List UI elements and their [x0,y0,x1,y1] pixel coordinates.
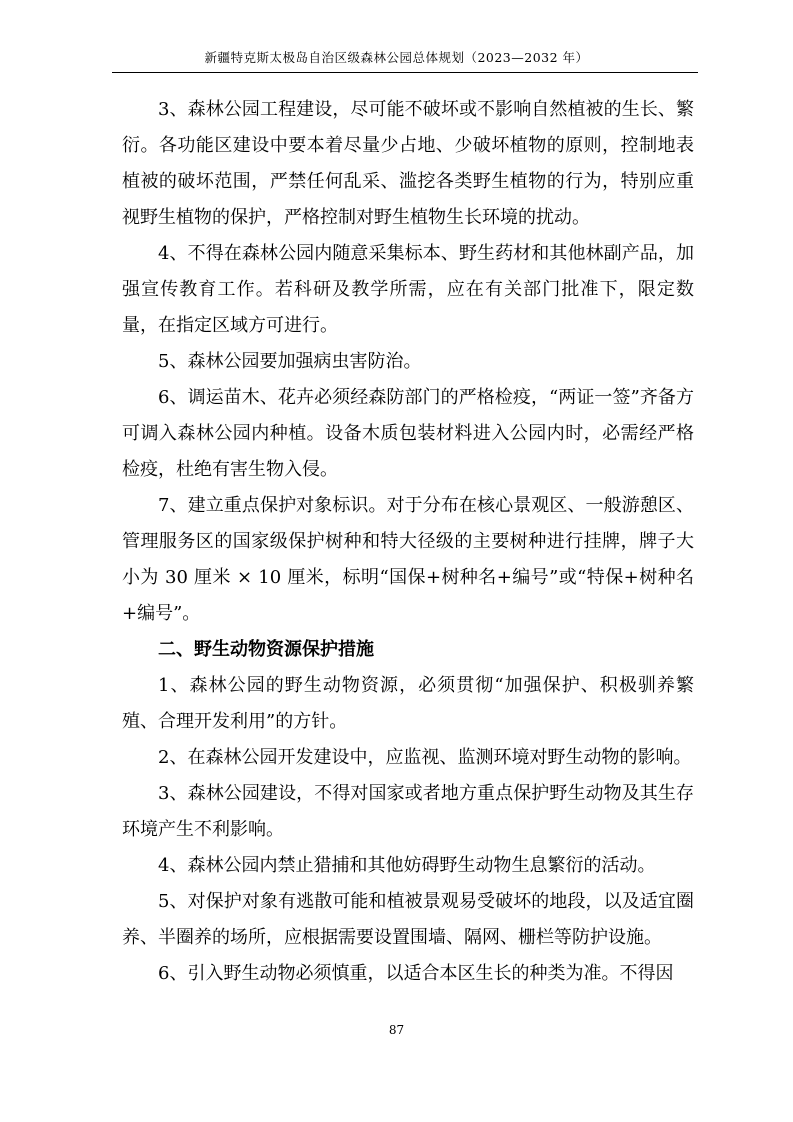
paragraph: 5、对保护对象有逃散可能和植被景观易受破坏的地段，以及适宜圈养、半圈养的场所，应根据需要设置围墙、隔网、栅栏等防护设施。 [122,891,694,948]
paragraph: 1、森林公园的野生动物资源，必须贯彻“加强保护、积极驯养繁殖、合理开发利用”的方针。 [122,675,694,732]
header-rule [112,72,698,73]
document-body [122,92,694,992]
section-heading: 二、野生动物资源保护措施 [158,639,374,660]
paragraph: 4、森林公园内禁止猎捕和其他妨碍野生动物生息繁衍的活动。 [158,855,656,876]
paragraph: 3、森林公园建设，不得对国家或者地方重点保护野生动物及其生存环境产生不利影响。 [122,783,694,840]
paragraph: 4、不得在森林公园内随意采集标本、野生药材和其他林副产品，加强宣传教育工作。若科研及教学所需，应在有关部门批准下，限定数量，在指定区域方可进行。 [122,243,694,336]
paragraph: 7、建立重点保护对象标识。对于分布在核心景观区、一般游憩区、管理服务区的国家级保护树种和特大径级的主要树种进行挂牌，牌子大小为 30 厘米 × 10 厘米，标明“国保+树种名+编号”或“特保+树种名+编号”。 [122,495,694,624]
paragraph: 3、森林公园工程建设，尽可能不破坏或不影响自然植被的生长、繁衍。各功能区建设中要本着尽量少占地、少破坏植物的原则，控制地表植被的破坏范围，严禁任何乱采、滥挖各类野生植物的行为，特别应重视野生植物的保护，严格控制对野生植物生长环境的扰动。 [122,99,694,228]
page-number: 87 [388,1023,405,1037]
paragraph: 5、森林公园要加强病虫害防治。 [158,351,422,372]
running-header: 新疆特克斯太极岛自治区级森林公园总体规划（2023—2032 年） [204,50,589,65]
paragraph: 6、调运苗木、花卉必须经森防部门的严格检疫，“两证一签”齐备方可调入森林公园内种植。设备木质包装材料进入公园内时，必需经严格检疫，杜绝有害生物入侵。 [122,387,694,480]
paragraph: 2、在森林公园开发建设中，应监视、监测环境对野生动物的影响。 [158,747,692,768]
paragraph: 6、引入野生动物必须慎重，以适合本区生长的种类为准。不得因 [158,963,674,984]
